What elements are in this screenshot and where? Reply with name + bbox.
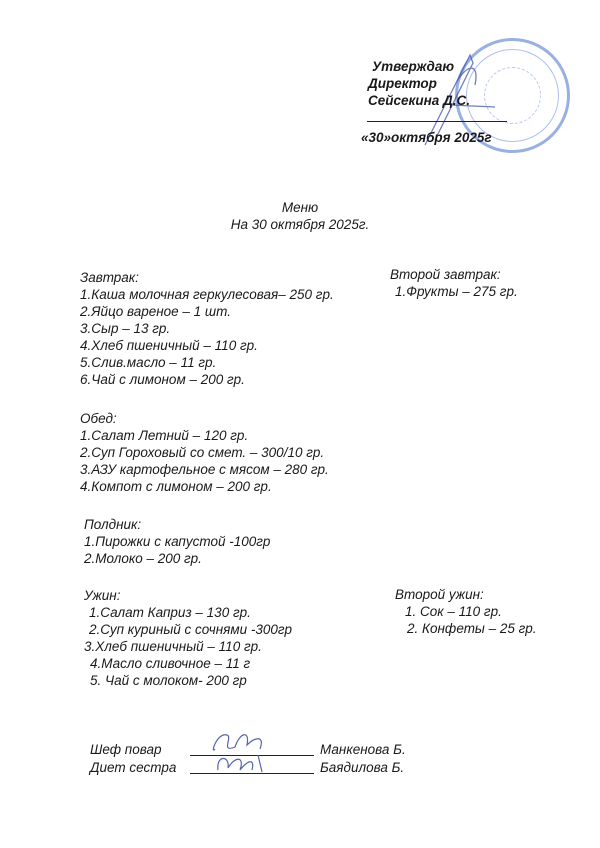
lunch-section	[80, 410, 329, 495]
list-item: 1.Каша молочная геркулесовая– 250 гр.	[80, 287, 334, 302]
list-item: 1.Фрукты – 275 гр.	[395, 284, 518, 299]
breakfast-section	[80, 269, 139, 286]
dietitian-signature	[210, 750, 280, 778]
dietitian-name: Баядилова Б.	[320, 760, 405, 775]
list-item: 2.Суп куриный с сочнями -300гр	[89, 622, 293, 637]
section-title: Ужин:	[84, 588, 121, 603]
list-item: 1.Салат Летний – 120 гр.	[80, 428, 249, 443]
list-item: 4.Масло сливочное – 11 г	[90, 656, 251, 671]
list-item: 2.Молоко – 200 гр.	[84, 551, 202, 566]
list-item: 2. Конфеты – 25 гр.	[407, 621, 537, 636]
chef-role: Шеф повар	[90, 742, 162, 757]
dinner-section	[84, 587, 292, 689]
second-breakfast-section	[390, 266, 518, 300]
list-item: 4.Хлеб пшеничный – 110 гр.	[80, 338, 258, 353]
chef-name: Манкенова Б.	[320, 742, 406, 757]
list-item: 4.Компот с лимоном – 200 гр.	[80, 479, 272, 494]
approval-date: «30»октября 2025г	[361, 130, 492, 145]
list-item: 2.Яйцо вареное – 1 шт.	[80, 304, 231, 319]
approval-signature-line	[367, 121, 507, 122]
section-title: Полдник:	[84, 517, 142, 532]
list-item: 3.АЗУ картофельное с мясом – 280 гр.	[80, 462, 329, 477]
list-item: 3.Сыр – 13 гр.	[80, 321, 171, 336]
list-item: 1.Салат Каприз – 130 гр.	[89, 605, 251, 620]
snack-section	[84, 516, 270, 567]
list-item: 5.Слив.масло – 11 гр.	[80, 355, 217, 370]
section-title: Обед:	[80, 411, 117, 426]
page-subtitle: На 30 октября 2025г.	[230, 217, 370, 232]
list-item: 1. Сок – 110 гр.	[405, 604, 502, 619]
list-item: 3.Хлеб пшеничный – 110 гр.	[84, 639, 262, 654]
director-position: Директор	[368, 76, 437, 91]
page-title: Меню	[281, 200, 319, 215]
list-item: 1.Пирожки с капустой -100гр	[84, 534, 271, 549]
breakfast-list	[80, 286, 334, 388]
second-dinner-section	[395, 586, 537, 637]
dietitian-role: Диет сестра	[90, 760, 177, 775]
list-item: 6.Чай с лимоном – 200 гр.	[80, 372, 245, 387]
section-title: Второй ужин:	[395, 587, 484, 602]
section-title: Завтрак:	[80, 270, 139, 285]
approve-label: Утверждаю	[372, 59, 455, 74]
list-item: 2.Суп Гороховый со смет. – 300/10 гр.	[80, 445, 325, 460]
director-name: Сейсекина Д.С.	[368, 93, 471, 108]
section-title: Второй завтрак:	[390, 267, 501, 282]
list-item: 5. Чай с молоком- 200 гр	[90, 673, 247, 688]
